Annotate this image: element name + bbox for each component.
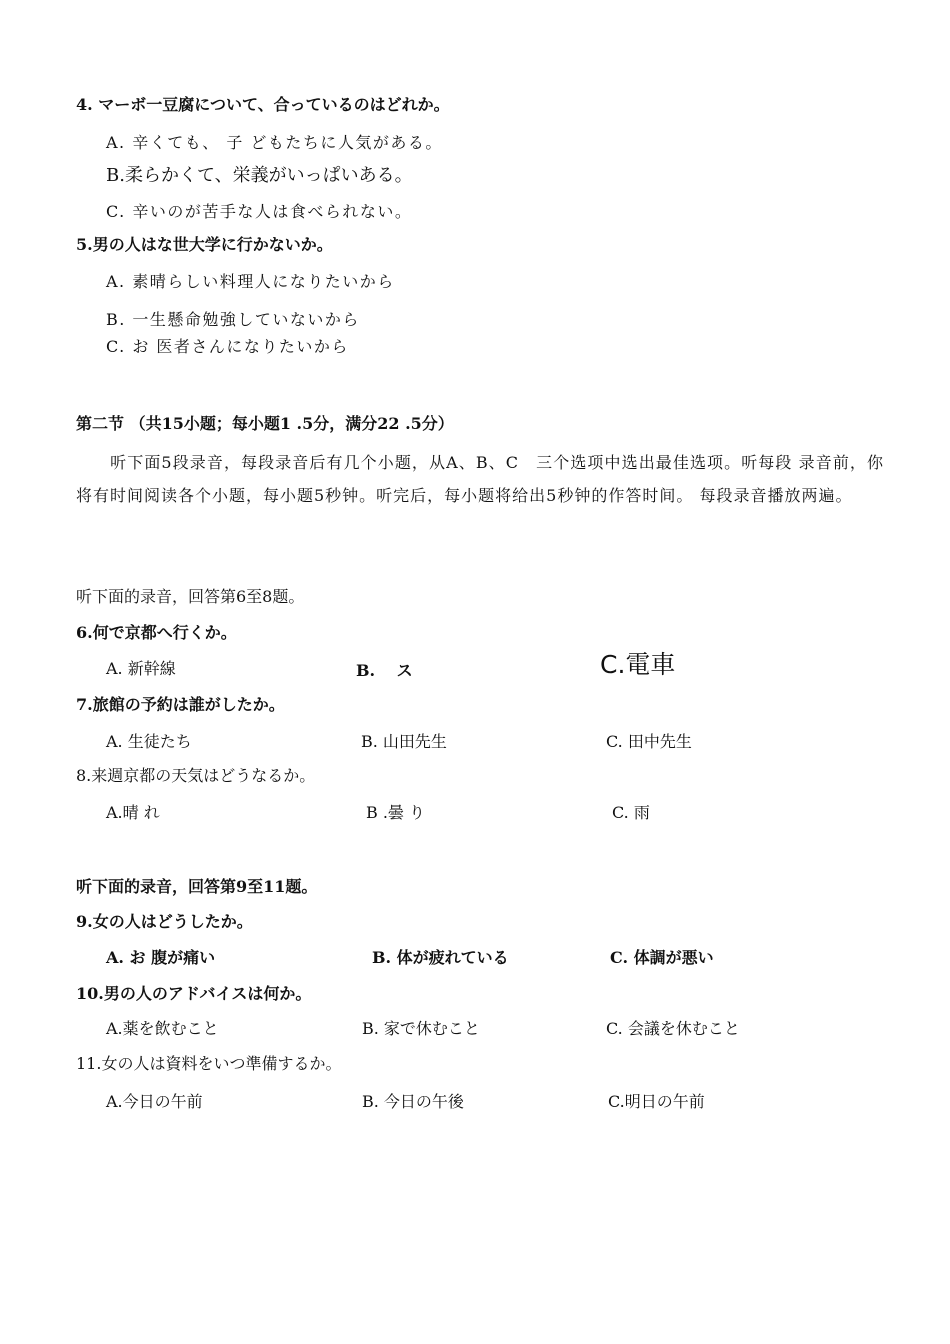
q9-option-a: A. お 腹が痛い <box>106 948 216 967</box>
q10-option-a: A.薬を飲むこと <box>106 1019 219 1038</box>
question-10: 10.男の人のアドバイスは何か。 <box>76 984 312 1003</box>
question-9: 9.女の人はどうしたか。 <box>76 912 253 931</box>
q4-option-c: C. 辛いのが苦手な人は食べられない。 <box>106 202 413 221</box>
q7-option-b: B. 山田先生 <box>361 732 447 751</box>
question-11: 11.女の人は資料をいつ準備するか。 <box>76 1054 342 1073</box>
q5-option-c: C. お 医者さんになりたいから <box>106 337 349 356</box>
question-6: 6.何で京都へ行くか。 <box>76 623 237 642</box>
q11-option-b: B. 今日の午後 <box>362 1092 464 1111</box>
q8-option-c: C. 雨 <box>612 803 650 822</box>
q7-option-a: A. 生徒たち <box>106 732 192 751</box>
group-2-intro: 听下面的录音，回答第9至11题。 <box>76 877 318 896</box>
question-8: 8.来週京都の天気はどうなるか。 <box>76 766 316 785</box>
q6-option-b: B. ス <box>356 661 413 680</box>
q8-option-b: B .曇 り <box>366 803 426 822</box>
q6-option-c: C.電車 <box>600 650 676 679</box>
q11-option-c: C.明日の午前 <box>608 1092 705 1111</box>
q9-option-c: C. 体調が悪い <box>610 948 714 967</box>
q7-option-c: C. 田中先生 <box>606 732 692 751</box>
q10-option-b: B. 家で休むこと <box>362 1019 480 1038</box>
q9-option-b: B. 体が疲れている <box>372 948 509 967</box>
q11-option-a: A.今日の午前 <box>106 1092 203 1111</box>
q6-option-a: A. 新幹線 <box>106 659 176 678</box>
group-1-intro: 听下面的录音，回答第6至8题。 <box>76 587 305 606</box>
question-5: 5.男の人はな世大学に行かないか。 <box>76 235 333 254</box>
q10-option-c: C. 会議を休むこと <box>606 1019 740 1038</box>
q4-option-b: B.柔らかくて、栄義がいっぱいある。 <box>106 165 413 186</box>
question-7: 7.旅館の予約は誰がしたか。 <box>76 695 285 714</box>
question-4: 4. マーボ一豆腐について、合っているのはどれか。 <box>76 95 450 114</box>
section-2-instructions: 听下面5段录音，每段录音后有几个小题，从A、B、C 三个选项中选出最佳选项。听每段 录音前，你将有时间阅读各个小题，每小题5秒钟。听完后，每小题将给出5秒钟的作答时间。 每段录音播放两遍。 <box>76 453 884 505</box>
q5-option-b: B. 一生懸命勉強していないから <box>106 310 360 329</box>
q8-option-a: A.晴 れ <box>106 803 160 822</box>
q4-option-a: A. 辛くても、 子 どもたちに人気がある。 <box>106 133 443 152</box>
section-2-heading: 第二节 （共15小题；每小题1 .5分，满分22 .5分） <box>76 414 454 433</box>
q5-option-a: A. 素晴らしい料理人になりたいから <box>106 272 395 291</box>
